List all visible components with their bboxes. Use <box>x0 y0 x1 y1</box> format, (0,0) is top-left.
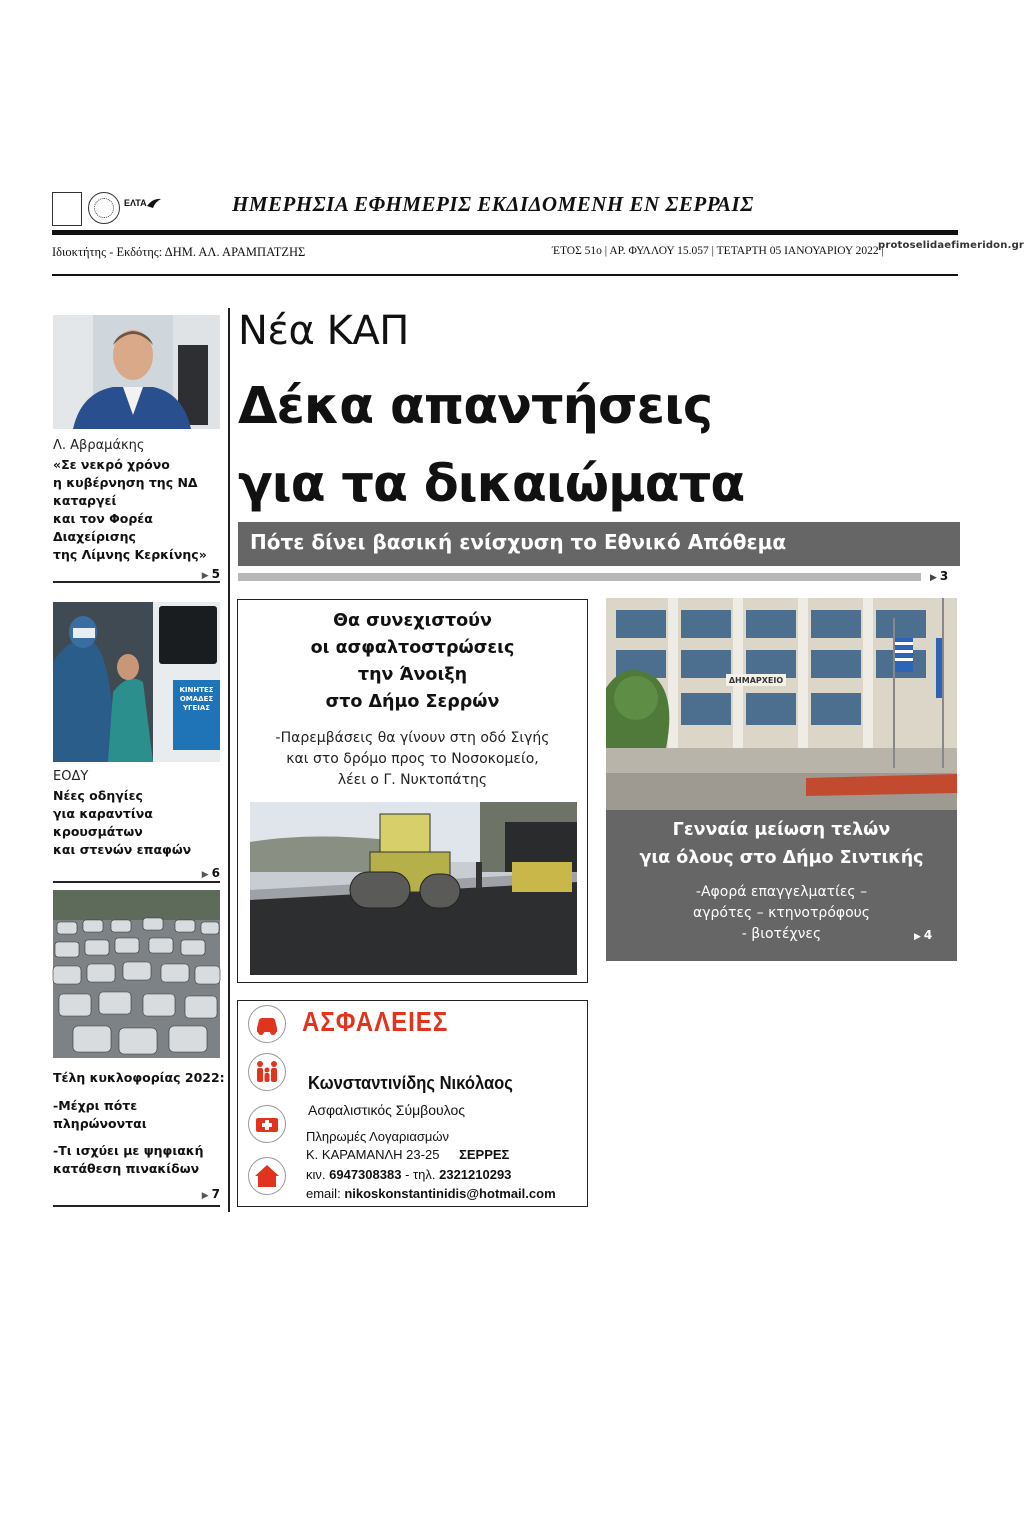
main-headline <box>238 368 744 524</box>
headline-line: και στενών επαφών <box>53 842 192 857</box>
page-ref-number: 4 <box>923 928 933 942</box>
headline-line: για όλους στο Δήμο Σιντικής <box>639 848 924 868</box>
sidebar-rule <box>53 581 220 583</box>
ad-email[interactable]: nikoskonstantinidis@hotmail.com <box>344 1186 556 1201</box>
main-kicker: Νέα ΚΑΠ <box>238 308 409 354</box>
ad-mobile-label: κιν. <box>306 1167 326 1182</box>
column-divider <box>228 308 230 1212</box>
asphalt-story <box>237 599 588 983</box>
headline-line: και τον Φορέα <box>53 511 153 526</box>
sintiki-body <box>606 882 957 945</box>
traffic-photo <box>53 890 220 1058</box>
seal-icon <box>88 192 120 224</box>
insurance-advertisement <box>237 1000 588 1207</box>
sidebar-kicker-1: Λ. Αβραμάκης <box>53 438 145 453</box>
body-line: και στο δρόμο προς το Νοσοκομείο, <box>286 751 539 767</box>
masthead-owner: Ιδιοκτήτης - Εκδότης: ΔΗΜ. ΑΛ. ΑΡΑΜΠΑΤΖΗΣ <box>52 245 306 259</box>
headline-line: Γενναία μείωση τελών <box>672 820 891 840</box>
avramakis-photo <box>53 315 220 429</box>
headline-line: της Λίμνης Κερκίνης» <box>53 547 207 562</box>
sidebar-bullet-2 <box>53 1142 228 1178</box>
sintiki-story <box>606 810 957 961</box>
sign-line: ΥΓΕΙΑΣ <box>182 704 211 712</box>
headline-line: καταργεί <box>53 493 117 508</box>
eody-photo <box>53 602 220 762</box>
bullet-line: -Μέχρι πότε <box>53 1098 138 1113</box>
sidebar-headline-3: Τέλη κυκλοφορίας 2022: <box>53 1070 225 1085</box>
page-ref-6[interactable] <box>202 866 220 880</box>
ad-mobile[interactable]: 6947308383 <box>329 1167 402 1182</box>
arrow-right-icon: ▶ <box>930 573 937 583</box>
building-sign: ΔΗΜΑΡΧΕΙΟ <box>728 676 784 685</box>
ad-email-line <box>306 1186 556 1201</box>
ad-title: ΑΣΦΑΛΕΙΕΣ <box>302 1007 449 1039</box>
ambulance-icon <box>248 1105 286 1143</box>
page-ref-7[interactable] <box>202 1187 220 1201</box>
headline-line: Νέες οδηγίες <box>53 788 143 803</box>
roadwork-photo <box>250 802 577 975</box>
sidebar-bullet-1 <box>53 1097 228 1133</box>
main-subheadline: Πότε δίνει βασική ενίσχυση το Εθνικό Απόθεμα <box>238 522 960 566</box>
sidebar-kicker-2: ΕΟΔΥ <box>53 769 89 784</box>
masthead-issue-info: ΈΤΟΣ 51ο | ΑΡ. ΦΥΛΛΟΥ 15.057 | ΤΕΤΑΡΤΗ 05 ΙΑΝΟΥΑΡΙΟΥ 2022 | <box>552 245 884 257</box>
bullet-line: κατάθεση πινακίδων <box>53 1161 200 1176</box>
ad-payments: Πληρωμές Λογαριασμών <box>306 1129 449 1144</box>
home-icon <box>248 1157 286 1195</box>
body-line: αγρότες – κτηνοτρόφους <box>692 905 871 921</box>
page-ref-number: 7 <box>211 1187 220 1201</box>
headline-line: Δέκα απαντήσεις <box>238 377 713 436</box>
ad-email-label: email: <box>306 1186 341 1201</box>
bullet-line: -Τι ισχύει με ψηφιακή <box>53 1143 204 1158</box>
page-ref-3[interactable] <box>930 569 948 583</box>
ad-address: Κ. ΚΑΡΑΜΑΝΛΗ 23-25 <box>306 1147 440 1162</box>
masthead-rule <box>52 230 958 235</box>
body-line: - βιοτέχνες <box>741 926 822 942</box>
bird-icon <box>147 196 161 210</box>
body-line: λέει ο Γ. Νυκτοπάτης <box>337 772 488 788</box>
page-ref-number: 3 <box>939 569 949 583</box>
body-line: -Αφορά επαγγελματίες – <box>695 884 868 900</box>
sidebar-rule <box>53 881 220 883</box>
ad-phone[interactable]: 2321210293 <box>439 1167 512 1182</box>
headline-line: η κυβέρνηση της ΝΔ <box>53 475 198 490</box>
ad-phones <box>306 1167 511 1182</box>
elta-logo: ΕΛΤΑ <box>124 198 147 208</box>
sign-line: ΟΜΑΔΕΣ <box>179 695 214 703</box>
headline-line: κρουσμάτων <box>53 824 143 839</box>
asphalt-body <box>238 728 587 791</box>
asphalt-headline <box>238 608 587 716</box>
family-icon <box>248 1053 286 1091</box>
page-ref-number: 5 <box>211 567 220 581</box>
headline-line: «Σε νεκρό χρόνο <box>53 457 170 472</box>
headline-line: οι ασφαλτοστρώσεις <box>310 638 515 658</box>
ad-city: ΣΕΡΡΕΣ <box>459 1147 510 1162</box>
masthead-title: ΗΜΕΡΗΣΙΑ ΕΦΗΜΕΡΙΣ ΕΚΔΙΔΟΜΕΝΗ ΕΝ ΣΕΡΡΑΙΣ <box>232 192 754 216</box>
headline-line: στο Δήμο Σερρών <box>325 692 500 712</box>
ad-address-line <box>306 1147 509 1162</box>
watermark-text: protoselidaefimeridon.gr <box>878 240 1025 251</box>
arrow-right-icon: ▶ <box>914 932 921 942</box>
arrow-right-icon: ▶ <box>201 1191 209 1201</box>
headline-line: Θα συνεχιστούν <box>333 611 492 631</box>
headline-line: Διαχείρισης <box>53 529 136 544</box>
headline-line: για καραντίνα <box>53 806 153 821</box>
sidebar-headline-2 <box>53 787 228 859</box>
ad-agent-name: Κωνσταντινίδης Νικόλαος <box>308 1073 513 1093</box>
publisher-logo <box>52 192 82 226</box>
arrow-right-icon: ▶ <box>201 571 209 581</box>
headline-line: για τα δικαιώματα <box>238 455 745 514</box>
main-divider-bar <box>238 573 921 581</box>
sintiki-headline <box>606 816 957 872</box>
bullet-line: πληρώνονται <box>53 1116 147 1131</box>
sidebar-headline-1 <box>53 456 228 564</box>
ad-phone-label: - τηλ. <box>405 1167 436 1182</box>
town-hall-photo <box>606 598 957 810</box>
masthead-logos <box>52 192 162 228</box>
sign-line: ΚΙΝΗΤΕΣ <box>179 686 214 694</box>
page-ref-number: 6 <box>211 866 220 880</box>
body-line: -Παρεμβάσεις θα γίνουν στη οδό Σιγής <box>275 730 550 746</box>
page-ref-4b[interactable] <box>914 928 932 942</box>
headline-line: την Άνοιξη <box>357 665 468 685</box>
page-ref-5[interactable] <box>202 567 220 581</box>
masthead-underline <box>52 274 958 276</box>
ad-agent-role: Ασφαλιστικός Σύμβουλος <box>308 1102 465 1118</box>
arrow-right-icon: ▶ <box>201 870 209 880</box>
car-icon <box>248 1005 286 1043</box>
sidebar-rule <box>53 1205 220 1207</box>
eody-sign <box>174 686 219 713</box>
